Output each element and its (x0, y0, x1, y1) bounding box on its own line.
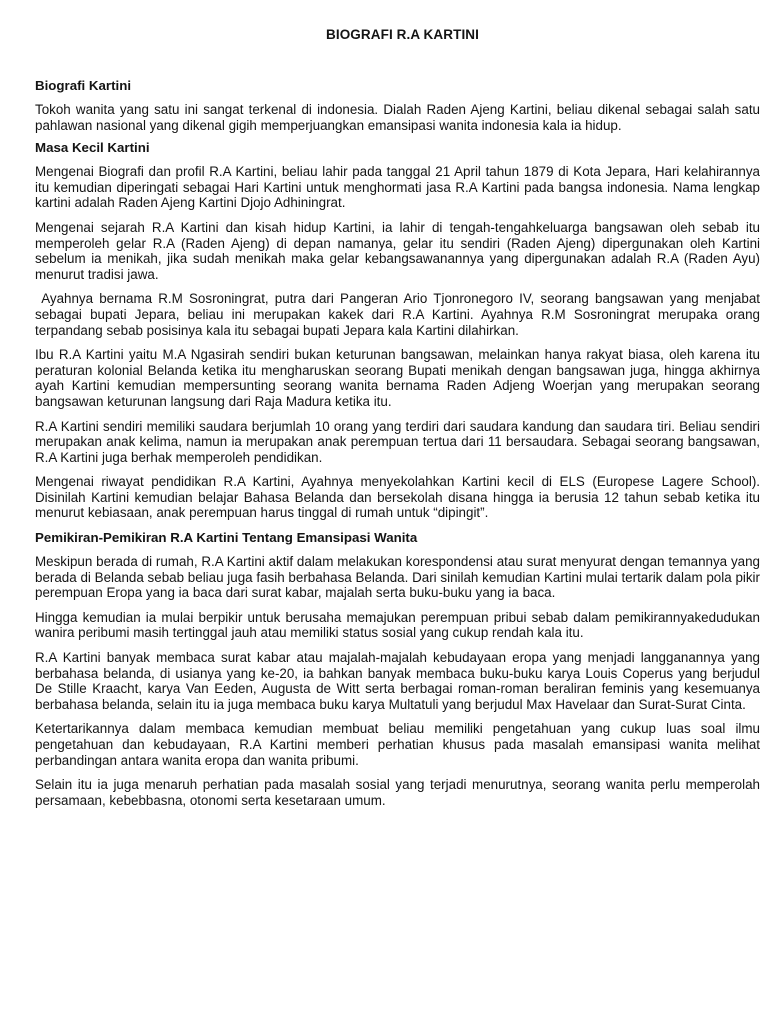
paragraph: Ayahnya bernama R.M Sosroningrat, putra dari Pangeran Ario Tjonronegoro IV, seorang bangsawan yang menjabat sebagai bupati Jepara, beliau ini merupakan kakek dari R.A Kartini. Ayahnya R.M Sosroningrat merupaka orang terpandang sebab posisinya kala itu sebagai bupati Jepara kala Kartini dilahirkan. (35, 291, 764, 338)
paragraph: Tokoh wanita yang satu ini sangat terkenal di indonesia. Dialah Raden Ajeng Kartini, beliau dikenal sebagai salah satu pahlawan nasional yang dikenal gigih memperjuangkan emansipasi wanita indonesia kala ia hidup. (35, 102, 760, 133)
section-heading-masa-kecil: Masa Kecil Kartini (35, 140, 150, 156)
section-heading-pemikiran: Pemikiran-Pemikiran R.A Kartini Tentang Emansipasi Wanita (35, 530, 418, 546)
paragraph: R.A Kartini sendiri memiliki saudara berjumlah 10 orang yang terdiri dari saudara kandung dan saudara tiri. Beliau sendiri merupakan anak kelima, namun ia merupakan anak perempuan tertua dari 11 bersaudara. Sebagai seorang bangsawan, R.A Kartini juga berhak memperoleh pendidikan. (35, 418, 760, 465)
section-heading-biografi: Biografi Kartini (35, 78, 132, 93)
paragraph: Mengenai Biografi dan profil R.A Kartini, beliau lahir pada tanggal 21 April tahun 1879 di Kota Jepara, Hari kelahirannya itu kemudian diperingati sebagai Hari Kartini untuk menghormati jasa R.A Kartini pada bangsa indonesia. Nama lengkap kartini adalah Raden Ajeng Kartini Djojo Adhiningrat. (35, 164, 760, 211)
paragraph: Ketertarikannya dalam membaca kemudian membuat beliau memiliki pengetahuan yang cukup luas soal ilmu pengetahuan dan kebudayaan, R.A Kartini memberi perhatian khusus pada masalah emansipasi wanita melihat perbandingan antara wanita eropa dan wanita pribumi. (35, 721, 760, 768)
paragraph: Selain itu ia juga menaruh perhatian pada masalah sosial yang terjadi menurutnya, seorang wanita perlu memperolah persamaan, kebebbasna, otonomi serta kesetaraan umum. (35, 777, 760, 808)
paragraph: Hingga kemudian ia mulai berpikir untuk berusaha memajukan perempuan pribui sebab dalam pemikirannyakedudukan wanira peribumi masih tertinggal jauh atau memiliki status sosial yang cukup rendah kala itu. (35, 609, 760, 641)
paragraph: Mengenai riwayat pendidikan R.A Kartini, Ayahnya menyekolahkan Kartini kecil di ELS (Europese Lagere School). Disinilah Kartini kemudian belajar Bahasa Belanda dan bersekolah disana hingga ia berusia 12 tahun sebab ketika itu menurut kebiasaan, anak perempuan harus tinggal di rumah untuk “dipingit”. (35, 474, 760, 521)
paragraph: Ibu R.A Kartini yaitu M.A Ngasirah sendiri bukan keturunan bangsawan, melainkan hanya rakyat biasa, oleh karena itu peraturan kolonial Belanda ketika itu mengharuskan seorang Bupati menikah dengan bangsawan juga, hingga akhirnya ayah Kartini kemudian mempersunting seorang wanita bernama Raden Adjeng Woerjan yang merupakan seorang bangsawan keturunan langsung dari Raja Madura ketika itu. (35, 347, 760, 409)
paragraph: Mengenai sejarah R.A Kartini dan kisah hidup Kartini, ia lahir di tengah-tengahkeluarga bangsawan oleh sebab itu memperoleh gelar R.A (Raden Ajeng) di depan namanya, gelar itu sendiri (Raden Ajeng) dipergunakan oleh Kartini sebelum ia menikah, jika sudah menikah maka gelar kebangsawanannya yang dipergunakan adalah R.A (Raden Ayu) menurut tradisi jawa. (35, 219, 760, 282)
document-page (35, 26, 764, 817)
paragraph: R.A Kartini banyak membaca surat kabar atau majalah-majalah kebudayaan eropa yang menjadi langganannya yang berbahasa belanda, di usianya yang ke-20, ia bahkan banyak membaca buku-buku karya Louis Coperus yang berjudul De Stille Kraacht, karya Van Eeden, Augusta de Witt serta berbagai roman-roman beraliran feminis yang kesemuanya berbahasa belanda, selain itu ia juga membaca buku karya Multatuli yang berjudul Max Havelaar dan Surat-Surat Cinta. (35, 650, 760, 712)
document-title: BIOGRAFI R.A KARTINI (326, 27, 479, 42)
paragraph: Meskipun berada di rumah, R.A Kartini aktif dalam melakukan korespondensi atau surat menyurat dengan temannya yang berada di Belanda sebab beliau juga fasih berbahasa Belanda. Dari sinilah kemudian Kartini mulai tertarik dalam pola pikir perempuan Eropa yang ia baca dari surat kabar, majalah serta buku-buku yang ia baca. (35, 554, 760, 601)
